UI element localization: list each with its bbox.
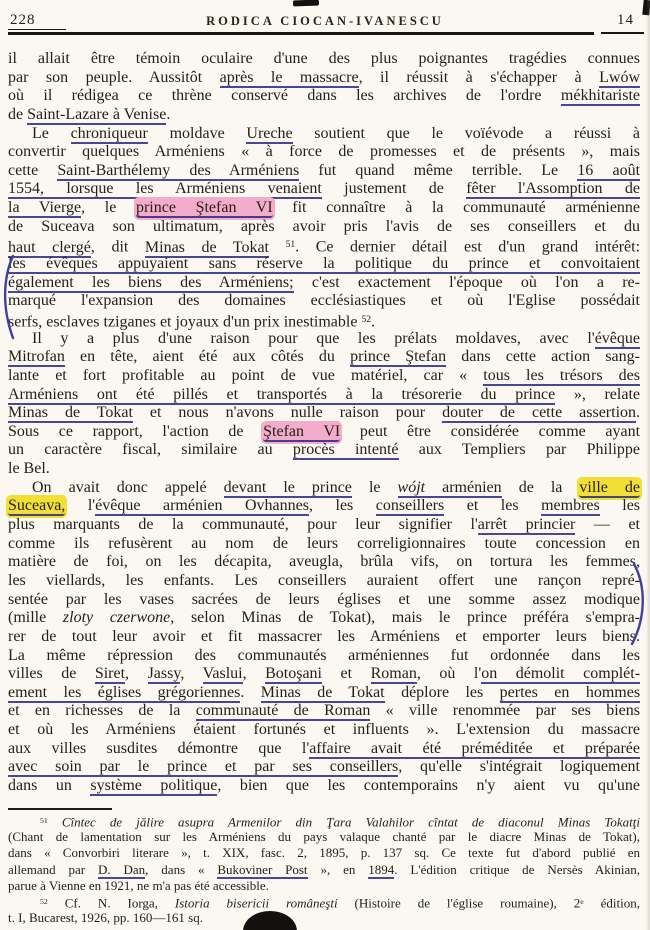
paragraph xyxy=(8,330,640,479)
text-segment xyxy=(269,239,286,256)
text-line xyxy=(8,87,640,106)
text-segment: aux Templiers par Philippe xyxy=(398,441,640,459)
text-line xyxy=(8,460,640,479)
paragraph xyxy=(8,813,640,894)
underlined-text: Siret xyxy=(94,665,126,683)
text-segment: Cîntec de jălire asupra Armenilor din Ţara Valahilor cîntat de diaconul Minas Tokatţi xyxy=(61,814,640,830)
text-segment: de xyxy=(8,105,28,123)
text-segment: les xyxy=(599,497,641,515)
text-segment: , xyxy=(180,665,203,683)
text-line xyxy=(8,647,640,666)
main-text xyxy=(8,50,640,796)
text-segment: . L'édition critique de Nersès Akinian, xyxy=(394,861,640,877)
text-segment: les viellards, les enfants. Les conseillers auraient offert une rançon repré- xyxy=(8,571,640,589)
text-line xyxy=(8,348,640,367)
pink-highlighted-text: Ştefan VI xyxy=(263,422,341,440)
header-rule-under-right-number xyxy=(601,32,644,34)
text-line xyxy=(8,367,640,386)
text-line xyxy=(8,386,640,405)
footnotes xyxy=(8,813,640,926)
text-segment: villes de xyxy=(8,665,95,683)
footnote-reference: 52 xyxy=(40,896,48,906)
underlined-text: 1554, lorsque les Arméniens venaient xyxy=(8,180,322,198)
text-line xyxy=(8,553,640,572)
text-segment: , qu'elle s'intégrait logiquement xyxy=(398,758,640,776)
text-segment: justement de xyxy=(321,180,467,198)
text-segment: et en richesses de la xyxy=(8,702,196,720)
text-segment: . Ce dernier détail est d'un grand intérêt: xyxy=(295,238,641,256)
underlined-text: chroniqueur xyxy=(70,124,148,142)
text-segment: moldave xyxy=(147,124,247,142)
text-segment: le Bel. xyxy=(8,460,50,478)
text-line xyxy=(8,591,640,610)
footnote-separator xyxy=(8,808,112,810)
underlined-text: devant le prince xyxy=(223,478,352,496)
text-segment: (Chant de lamentation sur les Arméniens du pays valaque chanté par le diacre Minas de Tokat), xyxy=(8,829,640,845)
underlined-text: évêque xyxy=(594,329,640,347)
text-line xyxy=(8,910,640,926)
text-segment: peut être considérée comme ayant xyxy=(340,422,641,440)
underlined-text: arrêt princier xyxy=(477,516,576,534)
text-segment: fut quand même terrible. Le xyxy=(299,161,578,179)
text-line xyxy=(8,684,640,703)
text-line xyxy=(8,609,640,628)
paragraph xyxy=(8,894,640,926)
text-segment: dans « Convorbiri literare », t. XIX, fasc. 2, 1895, p. 137 sq. Ce texte fut d'abord publié en xyxy=(8,845,640,861)
text-segment: , où l' xyxy=(416,665,482,683)
yellow-highlighted-text: ville de xyxy=(579,478,640,496)
text-segment: dans cette action sang- xyxy=(446,348,640,366)
footnote-reference: 51 xyxy=(285,239,296,251)
text-line xyxy=(8,199,640,218)
text-segment: , le xyxy=(81,199,136,217)
underlined-text: wójt xyxy=(397,478,426,496)
text-segment: aux villes susdites démontre que l' xyxy=(8,739,310,757)
text-segment: », en xyxy=(307,861,369,877)
footnote-reference: e xyxy=(580,896,584,906)
underlined-text: fêter l'Assomption de xyxy=(466,180,641,198)
text-line xyxy=(8,497,640,516)
text-segment: édition, xyxy=(583,895,640,911)
text-segment: convertir quelques Arméniens « à force de promesses et de présents », mais xyxy=(8,143,640,161)
paragraph xyxy=(8,125,640,330)
text-segment: , xyxy=(242,665,266,683)
text-segment: Il y a plus d'une raison pour que les prélats moldaves, avec l' xyxy=(32,329,595,347)
footnote-reference: 52 xyxy=(361,313,372,325)
underlined-text: Minas de Tokat xyxy=(260,683,385,701)
underlined-text: communauté de Roman xyxy=(195,702,371,720)
pink-highlighted-text: prince Ştefan VI xyxy=(135,199,273,217)
underlined-text: mékhitariste xyxy=(560,87,640,105)
text-segment: matière de foi, on les décapita, aveugla, brûla vifs, on tortura les femmes, xyxy=(8,553,640,571)
underlined-text: Roman xyxy=(370,665,417,683)
underlined-text: Mitrofan xyxy=(8,348,65,366)
text-segment: cette xyxy=(8,161,58,179)
text-segment: , bien que les contemporains n'y aient vu qu'une xyxy=(217,776,641,794)
text-segment: Sous ce rapport, l'action de xyxy=(8,422,264,440)
text-segment: rer de tout leur avoir et fit massacrer les Arméniens et emporter leurs biens. xyxy=(8,627,640,645)
text-segment: soutient que le voïévode a réussi à xyxy=(292,124,640,142)
text-line xyxy=(8,813,640,829)
text-line xyxy=(8,69,640,88)
text-line xyxy=(8,829,640,845)
text-line xyxy=(8,292,640,311)
underlined-text: Botoşani xyxy=(265,665,322,683)
header-rule-under-left-number xyxy=(8,29,66,30)
text-line xyxy=(8,740,640,759)
text-segment: . xyxy=(166,105,171,123)
text-segment: On avait donc appelé xyxy=(32,478,224,496)
underlined-text: Minas de Tokat xyxy=(144,238,270,256)
underlined-text: on démolit complét- xyxy=(481,665,641,683)
text-line xyxy=(8,665,640,684)
text-line xyxy=(8,423,640,442)
text-segment: c'est exactement l'époque où l'on a re- xyxy=(293,273,640,291)
text-segment: marqué l'expansion des domaines ecclésiastiques et où l'Eglise possédait xyxy=(8,292,640,310)
text-line xyxy=(8,862,640,878)
text-line xyxy=(8,330,640,349)
underlined-text: prince Ştefan xyxy=(350,348,447,366)
text-segment: . xyxy=(371,313,376,331)
text-segment: fit connaître à la communauté arménienne xyxy=(272,199,641,217)
text-segment: , dans « xyxy=(145,861,218,877)
underlined-text: Saint-Lazare à Venise xyxy=(27,105,167,123)
text-segment: t. I, Bucarest, 1926, pp. 160—161 sq. xyxy=(8,910,203,926)
text-segment: il allait être témoin oculaire d'une des plus poignantes tragédies connues xyxy=(8,50,640,67)
underlined-text: après le massacre xyxy=(219,68,359,86)
text-segment: allemand par xyxy=(8,861,98,877)
text-line xyxy=(8,758,640,777)
text-segment: (Histoire de l'église roumaine), 2 xyxy=(337,895,581,911)
text-segment: La même répression des communautés arméniennes fut ordonnée dans les xyxy=(8,646,640,664)
text-line xyxy=(8,721,640,740)
page-number-left: 228 xyxy=(10,12,36,28)
underlined-text: évêque arménien Ovhannes xyxy=(95,497,309,515)
text-line xyxy=(8,572,640,591)
text-line xyxy=(8,143,640,162)
underlined-text: système politique xyxy=(90,776,218,794)
underlined-text: Jassy xyxy=(147,665,181,683)
text-segment: , selon Minas de Tokat), mais le prince préféra s'empra- xyxy=(170,609,640,627)
text-segment: plus marquants de la communauté, pour leur signifier l' xyxy=(8,516,478,534)
text-segment: et les xyxy=(444,497,542,515)
underlined-text: également les biens des Arméniens; xyxy=(8,273,294,291)
scan-artifact-top-mark xyxy=(293,0,319,6)
text-segment: Cf. N. Iorga, xyxy=(47,895,175,911)
text-segment: , dit xyxy=(90,238,145,256)
text-line xyxy=(8,479,640,498)
underlined-text: Lwów xyxy=(599,68,641,86)
underlined-text: Saint-Barthélemy des Arméniens xyxy=(57,161,300,179)
text-line xyxy=(8,274,640,293)
text-segment: et xyxy=(322,665,371,683)
text-line xyxy=(8,894,640,910)
text-line xyxy=(8,441,640,460)
underlined-text: Bukoviner Post xyxy=(217,861,308,877)
text-line xyxy=(8,628,640,647)
underlined-text: avec soin par le prince et par ses conseillers xyxy=(8,758,399,776)
text-line xyxy=(8,106,640,125)
text-segment: — et xyxy=(575,516,640,534)
underlined-text: Vaslui xyxy=(202,665,243,683)
running-title: RODICA CIOCAN-IVANESCU xyxy=(206,14,444,28)
underlined-text: membres xyxy=(541,497,600,515)
text-line xyxy=(8,162,640,181)
text-segment: où il rédigea ce thrène conservé dans les archives de l'ordre xyxy=(8,87,561,105)
text-segment: serfs, esclaves tziganes et joyaux d'un prix inestimable xyxy=(8,313,362,331)
underlined-text: 16 août xyxy=(577,161,641,179)
underlined-text: tous les trésors des xyxy=(483,366,640,384)
underlined-text: pertes en hommes xyxy=(499,683,641,701)
underlined-text: les évêques appuyaient sans réserve la politique du prince et convoitaient xyxy=(8,255,640,273)
text-line xyxy=(8,516,640,535)
text-segment: le xyxy=(351,478,398,496)
text-segment: de la xyxy=(501,478,580,496)
text-segment: lante et fort profitable au point de vue matériel, car « xyxy=(8,366,484,384)
text-line xyxy=(8,845,640,861)
underlined-text: arménien xyxy=(425,478,502,496)
text-line xyxy=(8,50,640,69)
text-segment: Le xyxy=(32,124,71,142)
text-segment: », relate xyxy=(555,385,640,403)
text-segment: déplore les xyxy=(384,683,500,701)
text-line xyxy=(8,777,640,796)
text-segment: en tête, aient été aux côtés du xyxy=(64,348,351,366)
page-number-right: 14 xyxy=(617,12,634,28)
text-segment: . xyxy=(240,683,261,701)
underlined-text: conseillers xyxy=(375,497,445,515)
header-rule-main xyxy=(8,32,594,35)
yellow-highlighted-text: Suceava, xyxy=(8,497,66,515)
underlined-text: douter de cette assertion xyxy=(442,404,637,422)
underlined-text: procès intenté xyxy=(292,441,399,459)
text-line xyxy=(8,180,640,199)
text-segment: « ville renommée par ses biens xyxy=(370,702,641,720)
text-line xyxy=(8,702,640,721)
page-edge-shadow xyxy=(646,0,650,930)
text-segment: . xyxy=(636,404,641,422)
text-line xyxy=(8,236,640,255)
text-segment: l' xyxy=(65,497,96,515)
underlined-text: haut clergé xyxy=(8,238,91,256)
underlined-text: la Vierge xyxy=(8,199,82,217)
text-line xyxy=(8,404,640,423)
text-line xyxy=(8,125,640,144)
underlined-text: Arméniens ont été pillés et transportés à la trésorerie du prince xyxy=(8,385,556,403)
text-segment: un caractère fiscal, similaire au xyxy=(8,441,293,459)
text-line xyxy=(8,878,640,894)
underlined-text: Ureche xyxy=(246,124,293,142)
text-segment: dans un xyxy=(8,776,91,794)
text-segment: (mille xyxy=(8,609,63,627)
underlined-text: ement les églises grégoriennes xyxy=(8,683,241,701)
underlined-text: Minas de Tokat xyxy=(8,404,133,422)
text-segment: parue à Vienne en 1921, ne m'a pas été accessible. xyxy=(8,877,269,893)
text-line xyxy=(8,218,640,237)
text-segment: , il réussit à s'échapper à xyxy=(358,68,600,86)
text-segment: et nous n'avons nulle raison pour xyxy=(132,404,443,422)
underlined-text: 1894 xyxy=(368,861,395,877)
text-line xyxy=(8,535,640,554)
text-segment: Istoria bisericii româneşti xyxy=(174,895,338,911)
text-line xyxy=(8,255,640,274)
underlined-text: D. Dan xyxy=(98,861,146,877)
underlined-text: affaire avait été préméditée et préparée xyxy=(309,739,640,757)
text-segment: par son peuple. Aussitôt xyxy=(8,68,220,86)
paragraph xyxy=(8,50,640,125)
text-segment: et où les Arméniens étaient fortunés et influents ». L'extension du massacre xyxy=(8,721,640,739)
text-line xyxy=(8,311,640,330)
text-segment: , les xyxy=(309,497,376,515)
text-segment xyxy=(48,815,62,830)
paragraph xyxy=(8,479,640,796)
text-segment: de Suceava son ultimatum, après avoir pris l'avis de ses conseillers et du xyxy=(8,217,640,235)
text-segment: comme ils refusèrent au nom de leurs correligionnaires toute concession en xyxy=(8,534,640,552)
footnote-reference: 51 xyxy=(40,816,48,825)
text-segment: zloty czerwone xyxy=(62,609,171,627)
text-segment: , xyxy=(125,665,148,683)
text-segment: sentée par les vases sacrées de leurs églises et une somme assez modique xyxy=(8,590,640,608)
